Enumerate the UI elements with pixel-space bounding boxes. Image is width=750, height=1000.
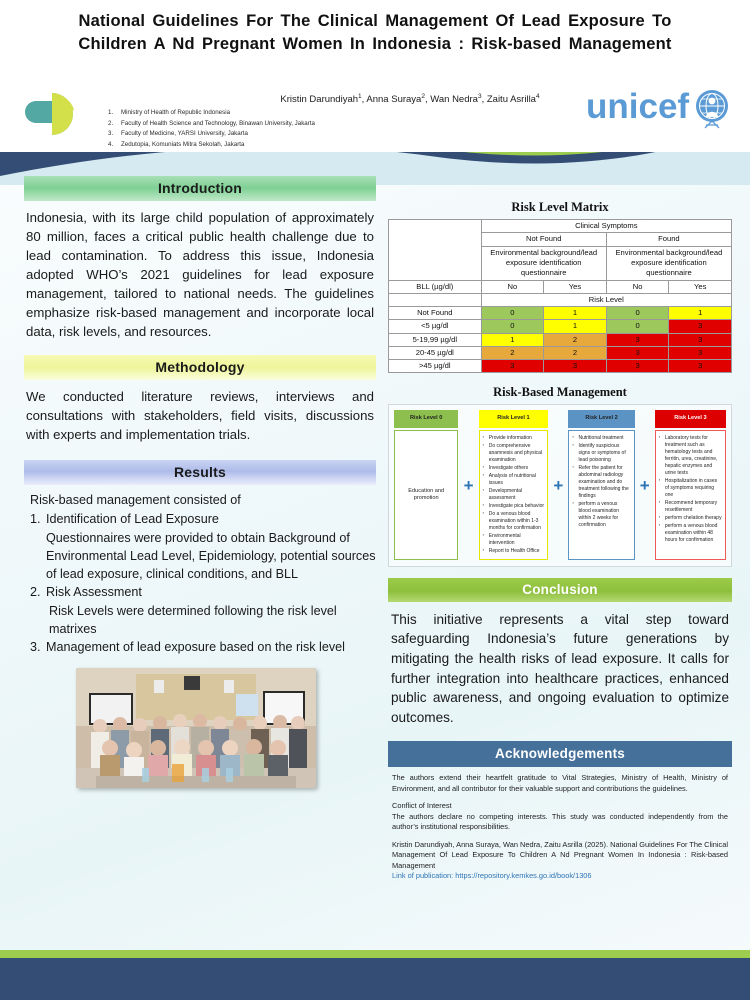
author-4-sup: 4: [535, 93, 540, 100]
results-item-number: 2.: [30, 585, 41, 600]
organization-flower-logo-icon: [14, 83, 94, 145]
risk-management-title: Risk-Based Management: [493, 385, 627, 400]
right-column: [388, 200, 732, 889]
risk-level-0-text: Education and promotion: [408, 487, 445, 502]
results-item: [30, 510, 376, 528]
risk-level-matrix-table: [388, 219, 732, 373]
plus-separator-icon-1: +: [463, 475, 474, 495]
matrix-cell: 2: [544, 346, 607, 359]
risk-level-2-header: Risk Level 2: [568, 410, 634, 428]
results-photo-wrapper: [76, 668, 316, 788]
section-heading-acknowledgements: Acknowledgements: [388, 741, 732, 767]
results-item-title: Risk Assessment: [46, 585, 142, 600]
list-item: ▪ Do comprehensive anamnesis and physical examination: [483, 443, 544, 464]
list-item: ▪ Do a venous blood examination within 1-3 months for confirmation: [483, 511, 544, 532]
results-item-number: 1.: [30, 512, 41, 527]
matrix-cell: 1: [544, 320, 607, 333]
introduction-text: Indonesia, with its large child population of approximately 80 million, faces a critical public health challenge due to lead contamination. To address this issue, Indonesia adopted WHO’s 2021 guidelines for lead exposure management, tailored to national needs. The guidelines emphasize risk-based management and incorporate local data, risk levels, and resources.: [26, 210, 374, 339]
affiliation-text: Faculty of Health Science and Technology, Binawan University, Jakarta: [121, 119, 315, 127]
list-item: ▪ Identify suspicious signs or symptoms of lead poisoning: [572, 443, 630, 464]
matrix-questionnaire-label-right: Environmental background/lead exposure identification questionnaire: [606, 246, 731, 280]
results-lead-text: Risk-based management consisted of: [30, 493, 241, 507]
list-item: ▪ Provide information: [483, 435, 544, 442]
matrix-answer-header: No: [606, 280, 669, 293]
risk-level-1-body: [479, 430, 548, 560]
matrix-bll-label: BLL (µg/dl): [389, 280, 482, 293]
risk-matrix-title: Risk Level Matrix: [511, 200, 609, 214]
table-row: [389, 220, 732, 233]
table-row: [389, 293, 732, 306]
author-3-sup: 3: [477, 93, 482, 100]
affiliation-text: Faculty of Medicine, YARSI University, Jakarta: [121, 130, 248, 138]
results-item-detail: Questionnaires were provided to obtain Background of Environmental Lead Level, Epidemiology, potential sources of lead exposure, clinical conditions, and BLL: [46, 530, 376, 581]
author-list: Kristin Darundiyah$^1$, Anna Suraya$^2$, Wan Nedra$^3$, Zaitu Asrilla$^4$: [280, 93, 540, 106]
citation-text: Kristin Darundiyah, Anna Suraya, Wan Nedra, Zaitu Asrilla (2025). National Guidelines For The Clinical Management Of Lead Exposure To Children A Nd Pregnant Women In Indonesia : Risk-based Management: [392, 839, 728, 870]
list-item: ▪ Laboratory tests for treatment such as hematology tests and ferritin, urea, creatinine, hepatic enzymes and urine tests: [659, 435, 722, 477]
matrix-answer-header: Yes: [669, 280, 732, 293]
matrix-cell: 0: [481, 320, 544, 333]
matrix-cell: 1: [481, 333, 544, 346]
matrix-row-label: Not Found: [389, 307, 482, 320]
results-item: [30, 583, 376, 601]
matrix-cell: 3: [544, 360, 607, 373]
matrix-row-label: 20-45 µg/dl: [389, 346, 482, 359]
conflict-of-interest-heading: Conflict of Interest: [392, 801, 452, 811]
matrix-cell: 3: [669, 333, 732, 346]
section-heading-results: Results: [24, 460, 376, 485]
matrix-blank-cell: [389, 293, 482, 306]
author-1-sup: 1: [358, 93, 362, 100]
affiliation-item: [108, 129, 438, 140]
results-item-number: 3.: [30, 640, 41, 654]
list-item: ▪ Recommend temporary resettlement: [659, 500, 722, 514]
affiliation-number: 2.: [108, 119, 114, 127]
workshop-group-photo: [76, 668, 316, 788]
plus-separator-icon-3: +: [639, 475, 650, 495]
footer-navy-bar: [0, 958, 750, 1000]
unicef-logo: [586, 84, 734, 130]
matrix-cell: 0: [481, 307, 544, 320]
matrix-cell: 2: [481, 346, 544, 359]
matrix-cell: 0: [606, 320, 669, 333]
matrix-cell: 1: [544, 307, 607, 320]
results-item-title: Management of lead exposure based on the risk level: [46, 640, 345, 654]
table-row: [389, 333, 732, 346]
results-item-title: Identification of Lead Exposure: [46, 512, 219, 527]
table-row: [389, 320, 732, 333]
author-2-sup: 2: [421, 93, 425, 100]
risk-level-2-list: [572, 435, 630, 529]
matrix-row-label: >45 µg/dl: [389, 360, 482, 373]
footer-green-bar: [0, 950, 750, 958]
risk-level-1-list: [483, 435, 544, 555]
affiliation-number: 3.: [108, 130, 114, 138]
matrix-questionnaire-label-left: Environmental background/lead exposure identification questionnaire: [481, 246, 606, 280]
plus-separator-icon-2: +: [553, 475, 564, 495]
list-item: ▪ perform a venous blood examination within 48 hours for confirmation: [659, 523, 722, 544]
matrix-answer-header: No: [481, 280, 544, 293]
matrix-corner-cell: [389, 220, 482, 281]
page-title: National Guidelines For The Clinical Management Of Lead Exposure To Children A Nd Pregnant Women In Indonesia : Risk-based Management: [78, 12, 672, 54]
section-heading-conclusion: Conclusion: [388, 578, 732, 602]
table-row: [389, 307, 732, 320]
section-heading-introduction: Introduction: [24, 176, 376, 201]
risk-level-3-body: [655, 430, 726, 560]
matrix-row-label: 5-19,99 µg/dl: [389, 333, 482, 346]
author-3: Wan Nedra: [430, 94, 478, 106]
list-item: ▪ perform chelation therapy: [659, 515, 722, 522]
matrix-row-label: <5 µg/dl: [389, 320, 482, 333]
matrix-risk-level-band: Risk Level: [481, 293, 731, 306]
table-row: [389, 280, 732, 293]
acknowledgements-body: [388, 767, 732, 882]
matrix-cell: 0: [606, 307, 669, 320]
matrix-symptom-group-not-found: Not Found: [481, 233, 606, 246]
risk-level-3-list: [659, 435, 722, 544]
list-item: ▪ Environmental intervention: [483, 533, 544, 547]
author-1: Kristin Darundiyah: [280, 94, 359, 106]
affiliation-number: 1.: [108, 109, 114, 116]
left-column: [24, 176, 376, 788]
list-item: ▪ Developmental assessment: [483, 488, 544, 502]
matrix-cell: 3: [669, 346, 732, 359]
list-item: ▪ Investigate pica behavior: [483, 503, 544, 510]
list-item: ▪ perform a venous blood examination within 2 weeks for confirmation: [572, 501, 630, 529]
affiliation-text: Zedutopia, Komuniats Mitra Sekolah, Jakarta: [121, 140, 245, 148]
risk-management-diagram: [388, 404, 732, 567]
methodology-text: We conducted literature reviews, interviews and consultations with stakeholders, field visits, discussions with experts and implementation trials.: [26, 389, 374, 442]
matrix-clinical-symptoms-header: Clinical Symptoms: [481, 220, 731, 233]
unicef-wordmark: unicef: [586, 87, 690, 126]
risk-level-0-column: [394, 410, 458, 560]
risk-level-2-body: [568, 430, 634, 560]
affiliation-list: [108, 108, 438, 151]
list-item: ▪ Investigate others: [483, 465, 544, 472]
results-body: [24, 485, 376, 656]
risk-level-2-column: [568, 410, 634, 560]
matrix-cell: 3: [606, 346, 669, 359]
risk-level-3-header: Risk Level 3: [655, 410, 726, 428]
results-item-detail: Risk Levels were determined following the risk level matrixes: [49, 603, 337, 636]
publication-link[interactable]: Link of publication: https://repository.kemkes.go.id/book/1306: [392, 871, 592, 881]
matrix-answer-header: Yes: [544, 280, 607, 293]
author-2: Anna Suraya: [366, 94, 422, 106]
risk-level-3-column: [655, 410, 726, 560]
conclusion-text: This initiative represents a vital step toward safeguarding Indonesia’s future generations by mitigating the health risks of lead exposure. It calls for further integration into healthcare practices, enhanced public awareness, and ongoing evaluation to optimize outcomes.: [391, 611, 729, 725]
table-row: [389, 360, 732, 373]
list-item: ▪ Hospitalization in cases of symptoms requiring one: [659, 478, 722, 499]
matrix-symptom-group-found: Found: [606, 233, 731, 246]
acknowledgements-gratitude: The authors extend their heartfelt gratitude to Vital Strategies, Ministry of Health, Ministry of Environment, and all contributor for their valuable support and contributions the guidelines.: [392, 773, 728, 793]
conflict-of-interest-text: The authors declare no competing interests. This study was conducted independently from the author’s institutional responsibilities.: [392, 811, 728, 832]
risk-level-0-header: Risk Level 0: [394, 410, 458, 428]
affiliation-item: [108, 140, 438, 151]
affiliation-item: [108, 108, 438, 119]
matrix-cell: 2: [544, 333, 607, 346]
poster-title-block: [70, 10, 680, 57]
results-item: [30, 638, 376, 656]
section-heading-methodology: Methodology: [24, 355, 376, 380]
matrix-cell: 3: [669, 320, 732, 333]
list-item: ▪ Report to Health Office: [483, 548, 544, 555]
list-item: ▪ Nutritional treatment: [572, 435, 630, 442]
risk-level-0-body: [394, 430, 458, 560]
matrix-cell: 3: [606, 333, 669, 346]
affiliation-number: 4.: [108, 140, 114, 148]
author-4: Zaitu Asrilla: [486, 94, 536, 106]
list-item: ▪ Refer the patient for abdominal radiology examination and do treatment following the findings: [572, 465, 630, 500]
matrix-cell: 3: [669, 360, 732, 373]
table-row: [389, 346, 732, 359]
risk-level-1-column: [479, 410, 548, 560]
affiliation-item: [108, 119, 438, 130]
matrix-cell: 3: [481, 360, 544, 373]
matrix-cell: 1: [669, 307, 732, 320]
matrix-cell: 3: [606, 360, 669, 373]
affiliation-text: Ministry of Health of Republic Indonesia: [121, 109, 231, 116]
list-item: ▪ Analysis of nutritional issues: [483, 473, 544, 487]
risk-level-1-header: Risk Level 1: [479, 410, 548, 428]
